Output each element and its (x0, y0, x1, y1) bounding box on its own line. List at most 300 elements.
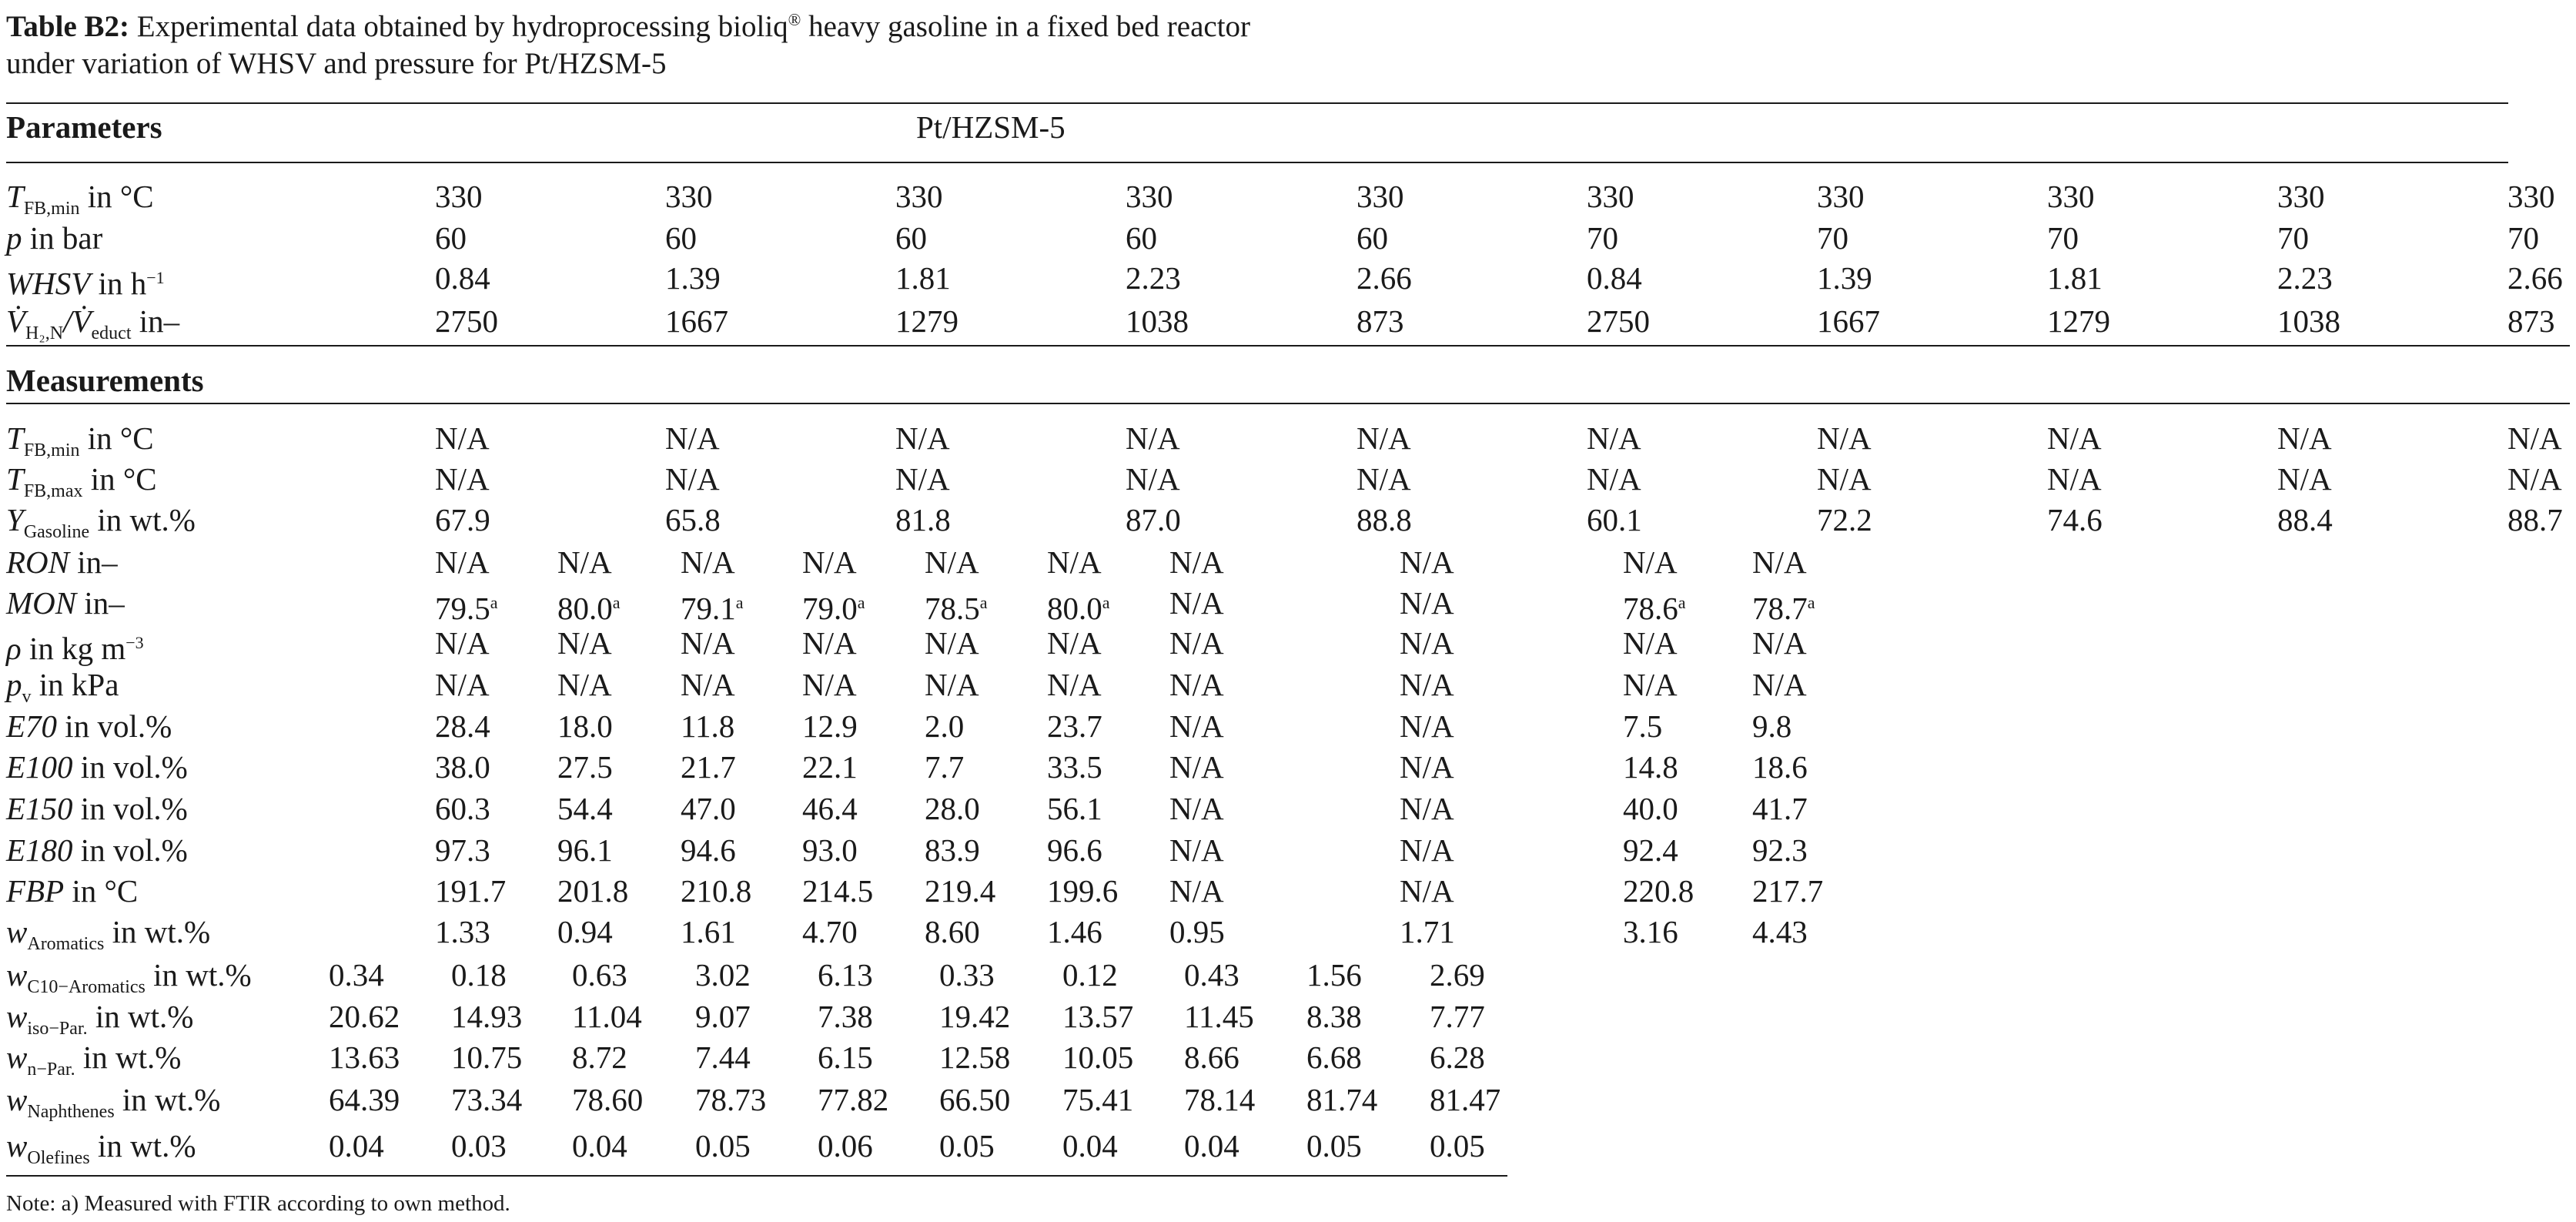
meas-row-value: 3.16 (1623, 914, 1678, 949)
meas-row-value: 64.39 (329, 1082, 400, 1117)
param-row-value: 330 (895, 179, 943, 214)
meas-row-value: 19.42 (939, 999, 1011, 1034)
meas-row-value: N/A (2507, 420, 2562, 456)
param-row-value: 1279 (2047, 303, 2110, 339)
meas-row-value: N/A (1623, 625, 1678, 661)
meas-row-value: N/A (557, 667, 612, 702)
row-subscript: H₂,N (25, 323, 64, 343)
meas-row-value: 13.63 (329, 1040, 400, 1075)
meas-row-value: 46.4 (802, 791, 858, 826)
param-row-value: 2.23 (2277, 260, 2333, 296)
meas-row-value: 81.74 (1306, 1082, 1378, 1117)
row-symbol: T (6, 179, 24, 214)
meas-row-value: 199.6 (1047, 873, 1119, 909)
meas-row-value: 0.05 (695, 1128, 751, 1163)
meas-row-label (6, 707, 172, 745)
meas-row-value: 7.7 (925, 749, 965, 785)
row-unit: in °C (82, 461, 157, 497)
param-row-value: 60 (1126, 220, 1157, 256)
meas-row-value: 1.61 (681, 914, 736, 949)
meas-row-value: 210.8 (681, 873, 752, 909)
meas-row-value: 2.69 (1430, 957, 1485, 993)
meas-row-value: N/A (1169, 791, 1224, 826)
param-row-value: 0.84 (435, 260, 490, 296)
meas-row-value: 3.02 (695, 957, 751, 993)
param-row-value: 60 (895, 220, 927, 256)
meas-row-value: 10.05 (1062, 1040, 1134, 1075)
row-superscript: −3 (125, 633, 144, 652)
meas-row-label (6, 584, 125, 622)
meas-row-value: 1.56 (1306, 957, 1362, 993)
meas-row-value: 8.66 (1184, 1040, 1239, 1075)
meas-row-value: 87.0 (1126, 502, 1181, 537)
meas-row-value: 214.5 (802, 873, 874, 909)
row-unit: in wt.% (89, 1128, 196, 1163)
meas-row-value: 97.3 (435, 832, 490, 868)
meas-row-value: N/A (1047, 625, 1102, 661)
meas-row-value: N/A (1817, 420, 1872, 456)
param-row-value: 70 (2277, 220, 2309, 256)
param-row-value: 330 (1126, 179, 1173, 214)
meas-row-value: 217.7 (1752, 873, 1824, 909)
meas-row-value: N/A (1169, 585, 1224, 621)
param-row-value: 60 (1357, 220, 1388, 256)
meas-row-value: 21.7 (681, 749, 736, 785)
meas-row-value: N/A (1169, 667, 1224, 702)
meas-row-value: 219.4 (925, 873, 996, 909)
param-row-value: 1.81 (895, 260, 951, 296)
footnote-mark: a (857, 593, 865, 612)
meas-row-value: N/A (802, 544, 857, 580)
meas-row-value: N/A (2277, 461, 2332, 497)
meas-row-value: 0.43 (1184, 957, 1239, 993)
meas-row-value: N/A (1400, 749, 1454, 785)
meas-row-value: 1.46 (1047, 914, 1102, 949)
meas-row-value: N/A (1623, 667, 1678, 702)
meas-row-value: 0.94 (557, 914, 613, 949)
param-row-value: 1.39 (665, 260, 721, 296)
row-symbol-2: /V̇ (63, 303, 92, 339)
meas-row-label (6, 1127, 196, 1177)
param-row-value: 60 (665, 220, 697, 256)
table-footnote: Note: a) Measured with FTIR according to own method. (6, 1191, 510, 1216)
meas-row-label (6, 831, 188, 869)
param-row-value: 2.23 (1126, 260, 1181, 296)
meas-row-value: 54.4 (557, 791, 613, 826)
header-rule (6, 162, 2508, 163)
parameters-header: Parameters (6, 109, 162, 145)
meas-row-value: 0.34 (329, 957, 384, 993)
meas-row-value: 81.47 (1430, 1082, 1501, 1117)
meas-row-value: N/A (1752, 667, 1807, 702)
meas-row-value: 41.7 (1752, 791, 1808, 826)
param-row-label (6, 219, 102, 257)
param-row-value: 0.84 (1587, 260, 1642, 296)
meas-row-value: 78.14 (1184, 1082, 1256, 1117)
meas-row-value: 79.0$^a$ (802, 591, 865, 626)
row-symbol: p (6, 220, 22, 256)
meas-row-value: 220.8 (1623, 873, 1694, 909)
meas-row-value: 0.05 (1430, 1128, 1485, 1163)
meas-row-value: N/A (435, 420, 490, 456)
measurements-header: Measurements (6, 363, 204, 398)
row-unit: in vol.% (72, 749, 188, 785)
measurements-header-rule (6, 403, 2570, 404)
row-unit: in vol.% (72, 832, 188, 868)
meas-row-value: 6.13 (818, 957, 873, 993)
row-subscript: iso−Par. (27, 1019, 88, 1039)
meas-row-label (6, 543, 118, 581)
row-subscript: Olefines (27, 1148, 90, 1168)
row-symbol: E150 (6, 791, 73, 826)
meas-row-value: N/A (1752, 544, 1807, 580)
meas-row-value: 73.34 (451, 1082, 523, 1117)
meas-row-value: 60.1 (1587, 502, 1642, 537)
meas-row-value: N/A (1587, 461, 1641, 497)
meas-row-value: 78.7$^a$ (1752, 591, 1815, 626)
meas-row-value: 92.4 (1623, 832, 1678, 868)
meas-row-value: N/A (681, 544, 735, 580)
row-unit: in vol.% (57, 708, 172, 744)
meas-row-value: N/A (802, 625, 857, 661)
row-symbol: w (6, 957, 28, 993)
caption-text-2: under variation of WHSV and pressure for Pt/HZSM-5 (6, 47, 667, 80)
meas-row-value: 79.1$^a$ (681, 591, 744, 626)
meas-row-value: 0.04 (1062, 1128, 1118, 1163)
meas-row-value: 201.8 (557, 873, 629, 909)
meas-row-value: 13.57 (1062, 999, 1134, 1034)
row-symbol: p (6, 667, 22, 702)
meas-row-value: N/A (681, 625, 735, 661)
meas-row-value: 10.75 (451, 1040, 523, 1075)
meas-row-value: 72.2 (1817, 502, 1872, 537)
meas-row-value: N/A (1400, 873, 1454, 909)
footnote-mark: a (735, 593, 744, 612)
meas-row-value: N/A (665, 461, 720, 497)
row-unit: in kPa (31, 667, 119, 702)
row-symbol: V̇ (6, 303, 26, 339)
meas-row-value: 88.7 (2507, 502, 2563, 537)
meas-row-value: N/A (1169, 544, 1224, 580)
meas-row-value: N/A (435, 461, 490, 497)
meas-row-value: 78.6$^a$ (1623, 591, 1686, 626)
meas-row-value: 60.3 (435, 791, 490, 826)
meas-row-value: 2.0 (925, 708, 965, 744)
meas-row-value: 83.9 (925, 832, 980, 868)
param-row-value: 60 (435, 220, 467, 256)
param-row-value: 873 (1357, 303, 1404, 339)
meas-row-value: N/A (925, 625, 979, 661)
meas-row-value: 0.33 (939, 957, 995, 993)
meas-row-value: 80.0$^a$ (557, 591, 621, 626)
row-symbol: RON (6, 544, 69, 580)
meas-row-value: N/A (665, 420, 720, 456)
meas-row-value: 93.0 (802, 832, 858, 868)
meas-row-value: 88.8 (1357, 502, 1412, 537)
caption-label: Table B2: (6, 10, 130, 43)
meas-row-value: N/A (1047, 667, 1102, 702)
meas-row-value: 78.60 (572, 1082, 644, 1117)
row-symbol: WHSV (6, 266, 91, 301)
meas-row-value: 66.50 (939, 1082, 1011, 1117)
meas-row-value: 0.05 (939, 1128, 995, 1163)
param-row-value: 70 (2047, 220, 2079, 256)
meas-row-value: N/A (1169, 708, 1224, 744)
row-symbol: w (6, 914, 28, 949)
row-unit: in wt.% (75, 1040, 182, 1075)
meas-row-value: N/A (1400, 585, 1454, 621)
catalyst-header: Pt/HZSM-5 (916, 109, 1066, 145)
meas-row-label (6, 1080, 220, 1131)
param-row-value: 2750 (435, 303, 498, 339)
meas-row-value: 40.0 (1623, 791, 1678, 826)
meas-row-value: 0.04 (329, 1128, 384, 1163)
row-symbol: w (6, 1082, 28, 1117)
param-row-value: 330 (1587, 179, 1634, 214)
meas-row-value: 28.0 (925, 791, 980, 826)
meas-row-value: N/A (1357, 420, 1411, 456)
meas-row-value: 4.70 (802, 914, 858, 949)
meas-row-value: 23.7 (1047, 708, 1102, 744)
meas-row-value: N/A (1126, 420, 1180, 456)
meas-row-value: N/A (2047, 461, 2102, 497)
meas-row-value: 20.62 (329, 999, 400, 1034)
footnote-mark: a (1678, 593, 1686, 612)
meas-row-value: N/A (1623, 544, 1678, 580)
meas-row-value: 11.04 (572, 999, 642, 1034)
row-unit: in vol.% (72, 791, 188, 826)
meas-row-value: 79.5$^a$ (435, 591, 498, 626)
row-unit: in wt.% (104, 914, 211, 949)
meas-row-value: 77.82 (818, 1082, 889, 1117)
meas-row-value: 7.44 (695, 1040, 751, 1075)
row-subscript: Aromatics (27, 934, 105, 954)
meas-row-value: 28.4 (435, 708, 490, 744)
footnote-mark: a (979, 593, 988, 612)
row-subscript: FB,min (23, 440, 80, 460)
param-row-value: 1.81 (2047, 260, 2103, 296)
row-symbol: T (6, 420, 24, 456)
row-unit: in h (90, 266, 147, 301)
param-row-value: 873 (2507, 303, 2555, 339)
parameters-bottom-rule (6, 345, 2570, 347)
meas-row-value: N/A (1400, 708, 1454, 744)
meas-row-value: N/A (1357, 461, 1411, 497)
row-subscript: Gasoline (23, 522, 90, 542)
footnote-mark: a (1102, 593, 1110, 612)
meas-row-value: N/A (681, 667, 735, 702)
footnote-mark: a (490, 593, 498, 612)
row-symbol: E180 (6, 832, 73, 868)
row-unit: in °C (64, 873, 139, 909)
meas-row-value: 67.9 (435, 502, 490, 537)
meas-row-value: 81.8 (895, 502, 951, 537)
meas-row-value: 0.06 (818, 1128, 873, 1163)
meas-row-value: N/A (1817, 461, 1872, 497)
meas-row-value: N/A (1126, 461, 1180, 497)
row-symbol: Y (6, 502, 24, 537)
param-row-value: 330 (2507, 179, 2555, 214)
param-row-value: 70 (2507, 220, 2539, 256)
meas-row-value: 94.6 (681, 832, 736, 868)
meas-row-value: N/A (1400, 832, 1454, 868)
footnote-mark: a (612, 593, 621, 612)
meas-row-value: N/A (435, 667, 490, 702)
param-row-value: 330 (1817, 179, 1865, 214)
row-unit: in kg m (21, 631, 126, 666)
meas-row-value: 8.72 (572, 1040, 627, 1075)
row-symbol: FBP (6, 873, 65, 909)
meas-row-value: 65.8 (665, 502, 721, 537)
param-row-value: 1279 (895, 303, 958, 339)
meas-row-value: 75.41 (1062, 1082, 1134, 1117)
meas-row-value: 7.5 (1623, 708, 1663, 744)
meas-row-value: 1.71 (1400, 914, 1455, 949)
meas-row-label (6, 624, 144, 668)
meas-row-value: 9.07 (695, 999, 751, 1034)
param-row-value: 330 (2047, 179, 2095, 214)
row-subscript: C10−Aromatics (27, 977, 146, 997)
caption-text-1-tail: heavy gasoline in a fixed bed reactor (801, 10, 1251, 43)
param-row-value: 70 (1817, 220, 1848, 256)
meas-row-value: 18.0 (557, 708, 613, 744)
row-subscript: FB,max (23, 481, 83, 501)
row-superscript: −1 (146, 268, 165, 287)
param-row-value: 330 (665, 179, 713, 214)
meas-row-value: N/A (1400, 625, 1454, 661)
meas-row-value: 12.58 (939, 1040, 1011, 1075)
row-unit: in wt.% (87, 999, 194, 1034)
row-symbol: E70 (6, 708, 58, 744)
meas-row-value: 6.28 (1430, 1040, 1485, 1075)
meas-row-value: 7.77 (1430, 999, 1485, 1034)
meas-row-value: 7.38 (818, 999, 873, 1034)
row-symbol: w (6, 999, 28, 1034)
meas-row-value: N/A (802, 667, 857, 702)
row-unit: in wt.% (145, 957, 252, 993)
param-row-label (6, 259, 165, 303)
row-unit: in– (131, 303, 180, 339)
meas-row-value: 0.12 (1062, 957, 1118, 993)
param-row-value: 330 (435, 179, 483, 214)
meas-row-value: 0.04 (1184, 1128, 1239, 1163)
meas-row-value: N/A (1587, 420, 1641, 456)
param-row-value: 330 (1357, 179, 1404, 214)
row-symbol: w (6, 1040, 28, 1075)
registered-mark: ® (788, 10, 801, 29)
row-unit: in °C (79, 420, 154, 456)
meas-row-value: 4.43 (1752, 914, 1808, 949)
meas-row-value: 74.6 (2047, 502, 2103, 537)
meas-row-value: 191.7 (435, 873, 507, 909)
meas-row-value: 14.93 (451, 999, 523, 1034)
row-symbol: MON (6, 585, 77, 621)
meas-row-value: N/A (895, 420, 950, 456)
table-bottom-rule (6, 1175, 1507, 1177)
meas-row-value: 11.8 (681, 708, 735, 744)
param-row-value: 1038 (2277, 303, 2340, 339)
meas-row-label (6, 872, 138, 910)
row-unit: in bar (22, 220, 103, 256)
meas-row-value: 6.15 (818, 1040, 873, 1075)
meas-row-value: 9.8 (1752, 708, 1792, 744)
meas-row-value: N/A (1400, 544, 1454, 580)
caption-text-1: Experimental data obtained by hydroprocessing bioliq (136, 10, 788, 43)
meas-row-value: N/A (435, 544, 490, 580)
meas-row-value: 80.0$^a$ (1047, 591, 1110, 626)
meas-row-value: 8.38 (1306, 999, 1362, 1034)
row-unit: in wt.% (114, 1082, 221, 1117)
meas-row-value: 11.45 (1184, 999, 1254, 1034)
row-symbol: E100 (6, 749, 73, 785)
meas-row-value: N/A (557, 544, 612, 580)
meas-row-value: 22.1 (802, 749, 858, 785)
meas-row-value: 92.3 (1752, 832, 1808, 868)
meas-row-value: N/A (2507, 461, 2562, 497)
param-row-value: 70 (1587, 220, 1618, 256)
row-subscript: Naphthenes (27, 1102, 115, 1122)
param-row-value: 330 (2277, 179, 2325, 214)
meas-row-value: N/A (2277, 420, 2332, 456)
meas-row-value: 18.6 (1752, 749, 1808, 785)
meas-row-value: 0.03 (451, 1128, 507, 1163)
row-unit: in– (69, 544, 118, 580)
param-row-value: 2.66 (1357, 260, 1412, 296)
meas-row-value: N/A (1169, 832, 1224, 868)
meas-row-value: 78.5$^a$ (925, 591, 988, 626)
row-symbol: ρ (6, 631, 22, 666)
param-row-value: 2750 (1587, 303, 1650, 339)
meas-row-value: N/A (2047, 420, 2102, 456)
row-symbol: w (6, 1128, 28, 1163)
meas-row-value: 47.0 (681, 791, 736, 826)
table-caption (6, 2, 1250, 82)
meas-row-value: N/A (1169, 625, 1224, 661)
meas-row-value: N/A (435, 625, 490, 661)
meas-row-value: 56.1 (1047, 791, 1102, 826)
meas-row-value: 33.5 (1047, 749, 1102, 785)
meas-row-value: N/A (1169, 873, 1224, 909)
param-row-value: 1.39 (1817, 260, 1872, 296)
meas-row-value: 0.04 (572, 1128, 627, 1163)
meas-row-value: 27.5 (557, 749, 613, 785)
meas-row-value: 0.05 (1306, 1128, 1362, 1163)
meas-row-value: N/A (1169, 749, 1224, 785)
footnote-mark: a (1807, 593, 1815, 612)
row-subscript: n−Par. (27, 1060, 75, 1080)
meas-row-value: 12.9 (802, 708, 858, 744)
top-rule (6, 102, 2508, 104)
meas-row-value: N/A (1752, 625, 1807, 661)
meas-row-value: 96.1 (557, 832, 613, 868)
meas-row-value: 0.18 (451, 957, 507, 993)
meas-row-value: 38.0 (435, 749, 490, 785)
row-subscript-2: educt (91, 323, 132, 343)
param-row-value: 2.66 (2507, 260, 2563, 296)
meas-row-value: 14.8 (1623, 749, 1678, 785)
param-row-value: 1667 (1817, 303, 1880, 339)
param-row-value: 1667 (665, 303, 728, 339)
meas-row-value: N/A (1400, 791, 1454, 826)
meas-row-value: N/A (895, 461, 950, 497)
meas-row-value: N/A (557, 625, 612, 661)
meas-row-label (6, 748, 188, 786)
meas-row-value: N/A (1047, 544, 1102, 580)
meas-row-value: N/A (925, 667, 979, 702)
row-symbol: T (6, 461, 24, 497)
meas-row-value: 6.68 (1306, 1040, 1362, 1075)
meas-row-value: N/A (1400, 667, 1454, 702)
